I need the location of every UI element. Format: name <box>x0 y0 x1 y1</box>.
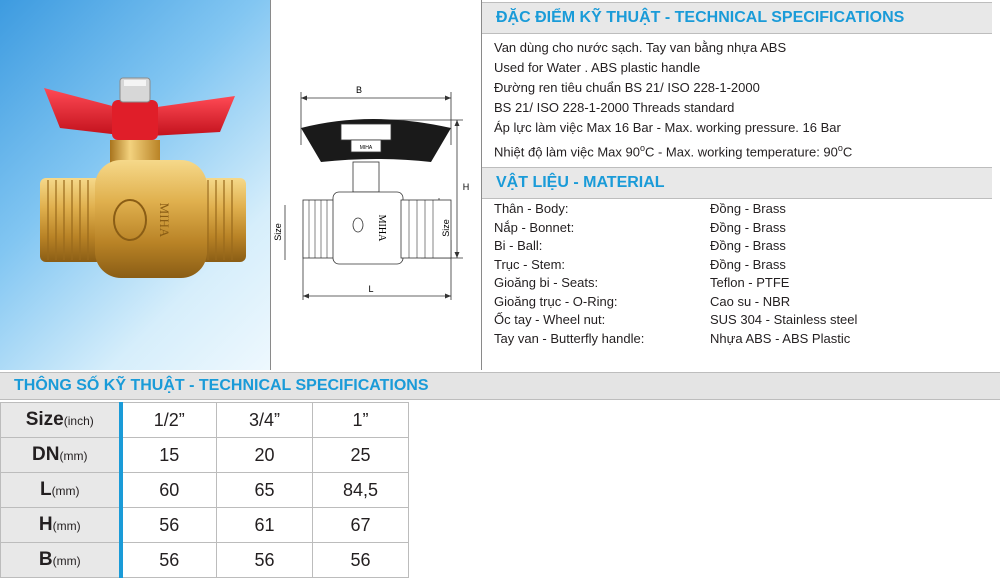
dim-label-size-right: Size <box>441 219 451 237</box>
table-cell: 25 <box>313 438 409 473</box>
row-label-main: H <box>38 514 53 535</box>
material-name: Đồng - Brass <box>710 238 786 253</box>
degree-mark: o <box>837 143 843 153</box>
temp-suffix: C <box>842 144 853 160</box>
material-row <box>482 330 992 349</box>
table-row <box>1 438 409 473</box>
table-row <box>1 508 409 543</box>
table-row <box>1 403 409 438</box>
handle-left-wing <box>44 88 120 135</box>
handle-right-wing <box>150 96 235 136</box>
degree-mark: o <box>639 143 645 153</box>
material-row <box>482 237 992 256</box>
material-row <box>482 293 992 312</box>
dim-label-l: L <box>368 284 374 294</box>
row-label-unit: (inch) <box>63 414 94 428</box>
dim-label-size-left: Size <box>273 223 283 241</box>
dim-label-b: B <box>355 85 363 95</box>
row-label <box>1 543 121 578</box>
table-row <box>1 473 409 508</box>
material-name: Đồng - Brass <box>710 201 786 216</box>
size-table-header <box>0 372 1000 400</box>
material-name: Nhựa ABS - ABS Plastic <box>710 330 851 346</box>
material-name: Đồng - Brass <box>710 256 786 272</box>
row-label <box>1 508 121 543</box>
size-table-title: THÔNG SỐ KỸ THUẬT - TECHNICAL SPECIFICATIONS <box>14 377 429 394</box>
table-cell: 56 <box>313 543 409 578</box>
table-cell: 56 <box>121 543 217 578</box>
row-label <box>1 473 121 508</box>
table-cell: 84,5 <box>313 473 409 508</box>
technical-drawing <box>270 0 482 370</box>
material-name: Đồng - Brass <box>710 219 786 235</box>
spec-line: Van dùng cho nước sạch. Tay van bằng nhựa ABS <box>494 40 787 55</box>
material-row <box>482 311 992 330</box>
row-label <box>1 438 121 473</box>
table-cell: 56 <box>121 508 217 543</box>
row-label-unit: (mm) <box>52 519 81 533</box>
row-label-main: B <box>38 549 53 570</box>
temp-mid: C - Max. working temperature: 90 <box>644 144 838 160</box>
row-label-main: L <box>39 479 52 500</box>
spec-line-temperature <box>482 138 992 162</box>
row-label <box>1 403 121 438</box>
row-label-unit: (mm) <box>51 484 80 498</box>
spec-line: BS 21/ ISO 228-1-2000 Threads standard <box>494 100 735 115</box>
material-name: Teflon - PTFE <box>710 275 790 290</box>
specs-list <box>482 38 992 162</box>
drawing-brand-text: MIHA <box>376 214 387 242</box>
row-label-unit: (mm) <box>59 449 88 463</box>
row-label-main: Size <box>25 409 64 430</box>
part-name: Trục - Stem: <box>494 256 566 272</box>
table-cell: 60 <box>121 473 217 508</box>
size-table <box>0 402 409 578</box>
table-cell: 15 <box>121 438 217 473</box>
spec-line: Used for Water . ABS plastic handle <box>494 60 701 75</box>
part-name: Gioăng trục - O-Ring: <box>494 293 618 309</box>
table-cell: 65 <box>217 473 313 508</box>
part-name: Thân - Body: <box>494 201 569 216</box>
table-cell: 3/4” <box>217 403 313 438</box>
specs-header: ĐẶC ĐIỂM KỸ THUẬT - TECHNICAL SPECIFICATIONS <box>482 2 992 34</box>
temp-prefix: Nhiệt độ làm việc Max 90 <box>494 144 640 160</box>
part-name: Tay van - Butterfly handle: <box>494 330 645 346</box>
part-name: Nắp - Bonnet: <box>494 219 575 235</box>
table-cell: 1/2” <box>121 403 217 438</box>
spec-line: Đường ren tiêu chuẩn BS 21/ ISO 228-1-2000 <box>494 80 760 95</box>
part-name: Ốc tay - Wheel nut: <box>494 312 606 327</box>
product-photo <box>0 0 270 370</box>
material-row <box>482 219 992 238</box>
material-row <box>482 274 992 293</box>
material-row <box>482 256 992 275</box>
material-header: VẬT LIỆU - MATERIAL <box>482 167 992 199</box>
table-row <box>1 543 409 578</box>
dim-label-h: H <box>462 182 470 192</box>
part-name: Bi - Ball: <box>494 238 543 253</box>
photo-brand-text: MIHA <box>157 202 172 238</box>
ball-valve-image <box>0 0 270 370</box>
material-row <box>482 200 992 219</box>
materials-list <box>482 200 992 348</box>
table-cell: 61 <box>217 508 313 543</box>
row-label-main: DN <box>32 444 60 465</box>
drawing-handle-brand: MIHA <box>359 145 373 151</box>
table-cell: 20 <box>217 438 313 473</box>
material-name: SUS 304 - Stainless steel <box>710 312 858 327</box>
table-cell: 56 <box>217 543 313 578</box>
table-cell: 1” <box>313 403 409 438</box>
part-name: Gioăng bi - Seats: <box>494 275 599 290</box>
material-name: Cao su - NBR <box>710 293 791 309</box>
row-label-unit: (mm) <box>52 554 81 568</box>
spec-line: Áp lực làm việc Max 16 Bar - Max. working pressure. 16 Bar <box>494 120 841 135</box>
table-cell: 67 <box>313 508 409 543</box>
